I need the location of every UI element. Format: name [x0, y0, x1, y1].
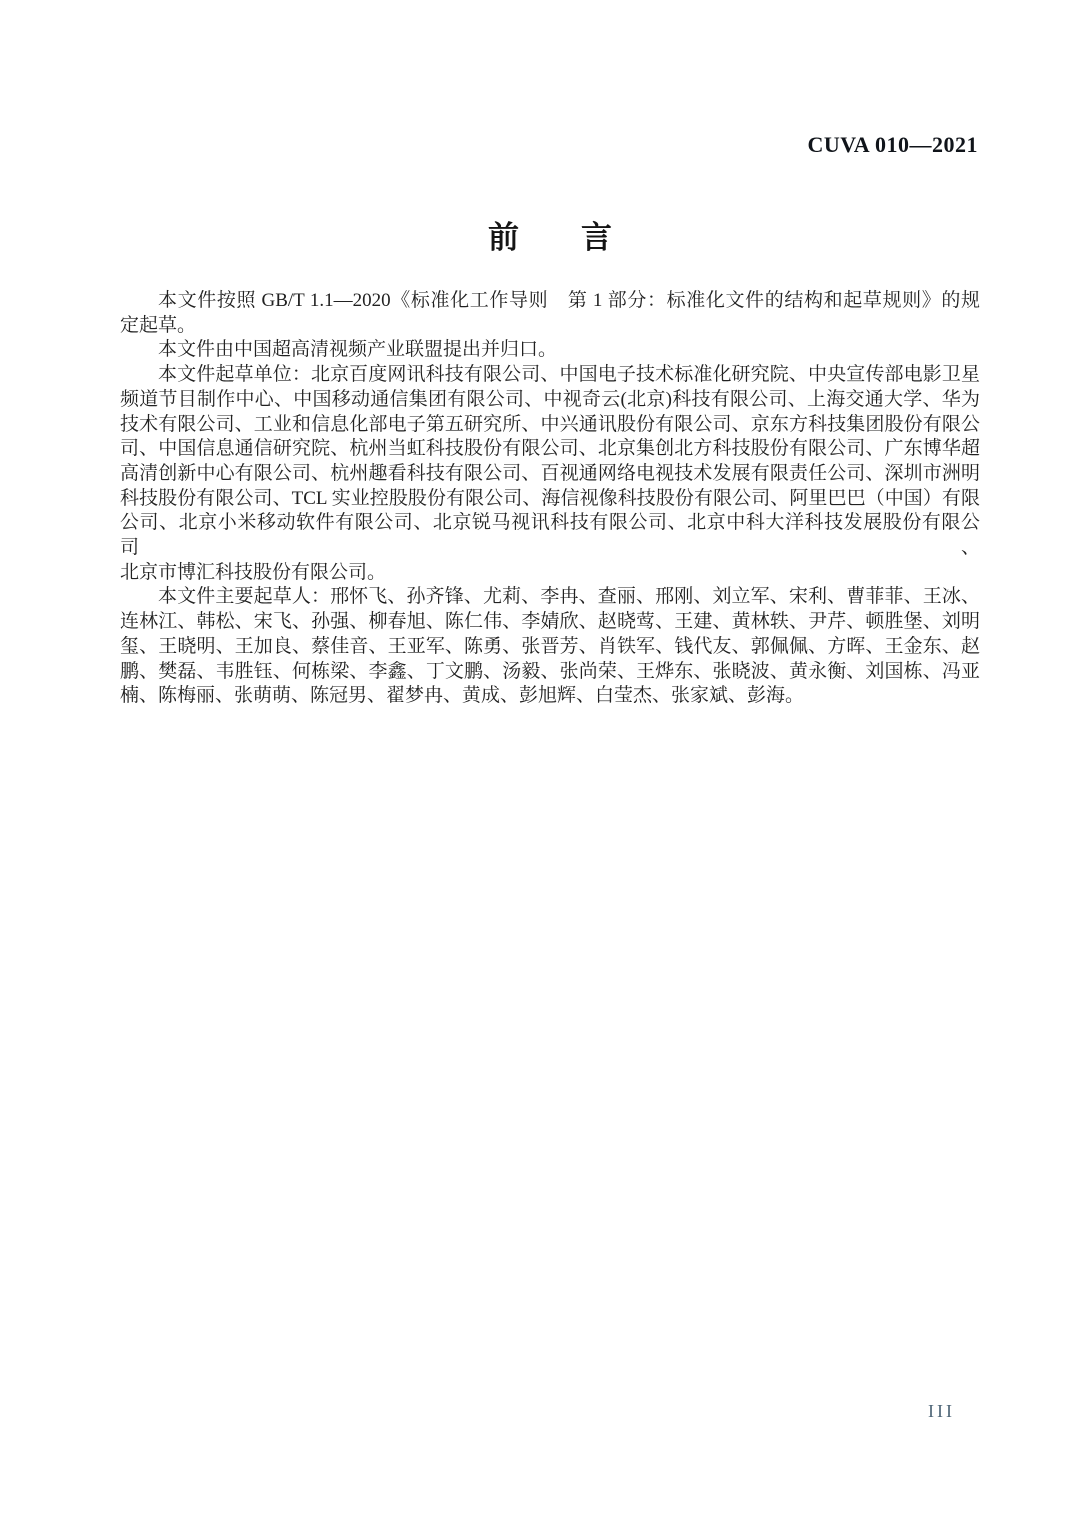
text-line: 本文件起草单位：北京百度网讯科技有限公司、中国电子技术标准化研究院、中央宣传部电影卫星	[158, 364, 980, 386]
text-line: 鹏、樊磊、韦胜钰、何栋梁、李鑫、丁文鹏、汤毅、张尚荣、王烨东、张晓波、黄永衡、刘国栋、冯亚	[120, 660, 980, 682]
text-line: 高清创新中心有限公司、杭州趣看科技有限公司、百视通网络电视技术发展有限责任公司、深圳市洲明	[120, 462, 980, 484]
page-number: III	[928, 1401, 955, 1421]
text-line: 楠、陈梅丽、张萌萌、陈冠男、翟梦冉、黄成、彭旭辉、白莹杰、张家斌、彭海。	[120, 685, 805, 707]
text-line: 技术有限公司、工业和信息化部电子第五研究所、中兴通讯股份有限公司、京东方科技集团股份有限公	[120, 413, 980, 435]
text-line: 玺、王晓明、王加良、蔡佳音、王亚军、陈勇、张晋芳、肖铁军、钱代友、郭佩佩、方晖、王金东、赵	[120, 635, 980, 657]
text-line: 频道节目制作中心、中国移动通信集团有限公司、中视奇云(北京)科技有限公司、上海交通大学、华为	[120, 388, 980, 410]
text-line: 本文件由中国超高清视频产业联盟提出并归口。	[158, 339, 558, 361]
text-line: 公司、北京小米移动软件有限公司、北京锐马视讯科技有限公司、北京中科大洋科技发展股份有限公司、	[120, 512, 980, 559]
body-paragraphs	[120, 289, 980, 709]
text-line: 科技股份有限公司、TCL 实业控股股份有限公司、海信视像科技股份有限公司、阿里巴巴（中国）有限	[120, 487, 980, 509]
text-line: 司、中国信息通信研究院、杭州当虹科技股份有限公司、北京集创北方科技股份有限公司、广东博华超	[120, 438, 980, 460]
document-code: CUVA 010—2021	[807, 132, 978, 157]
text-line: 本文件主要起草人：邢怀飞、孙齐锋、尤莉、李冉、查丽、邢刚、刘立军、宋利、曹菲菲、王冰、	[158, 586, 980, 608]
text-line: 本文件按照 GB/T 1.1—2020《标准化工作导则 第 1 部分：标准化文件的结构和起草规则》的规	[158, 290, 980, 311]
text-line: 北京市博汇科技股份有限公司。	[120, 561, 387, 583]
page-title: 前 言	[488, 220, 612, 255]
text-line: 连林江、韩松、宋飞、孙强、柳春旭、陈仁伟、李婧欣、赵晓莺、王建、黄林轶、尹芹、顿胜堡、刘明	[120, 611, 980, 633]
text-line: 定起草。	[120, 314, 197, 336]
